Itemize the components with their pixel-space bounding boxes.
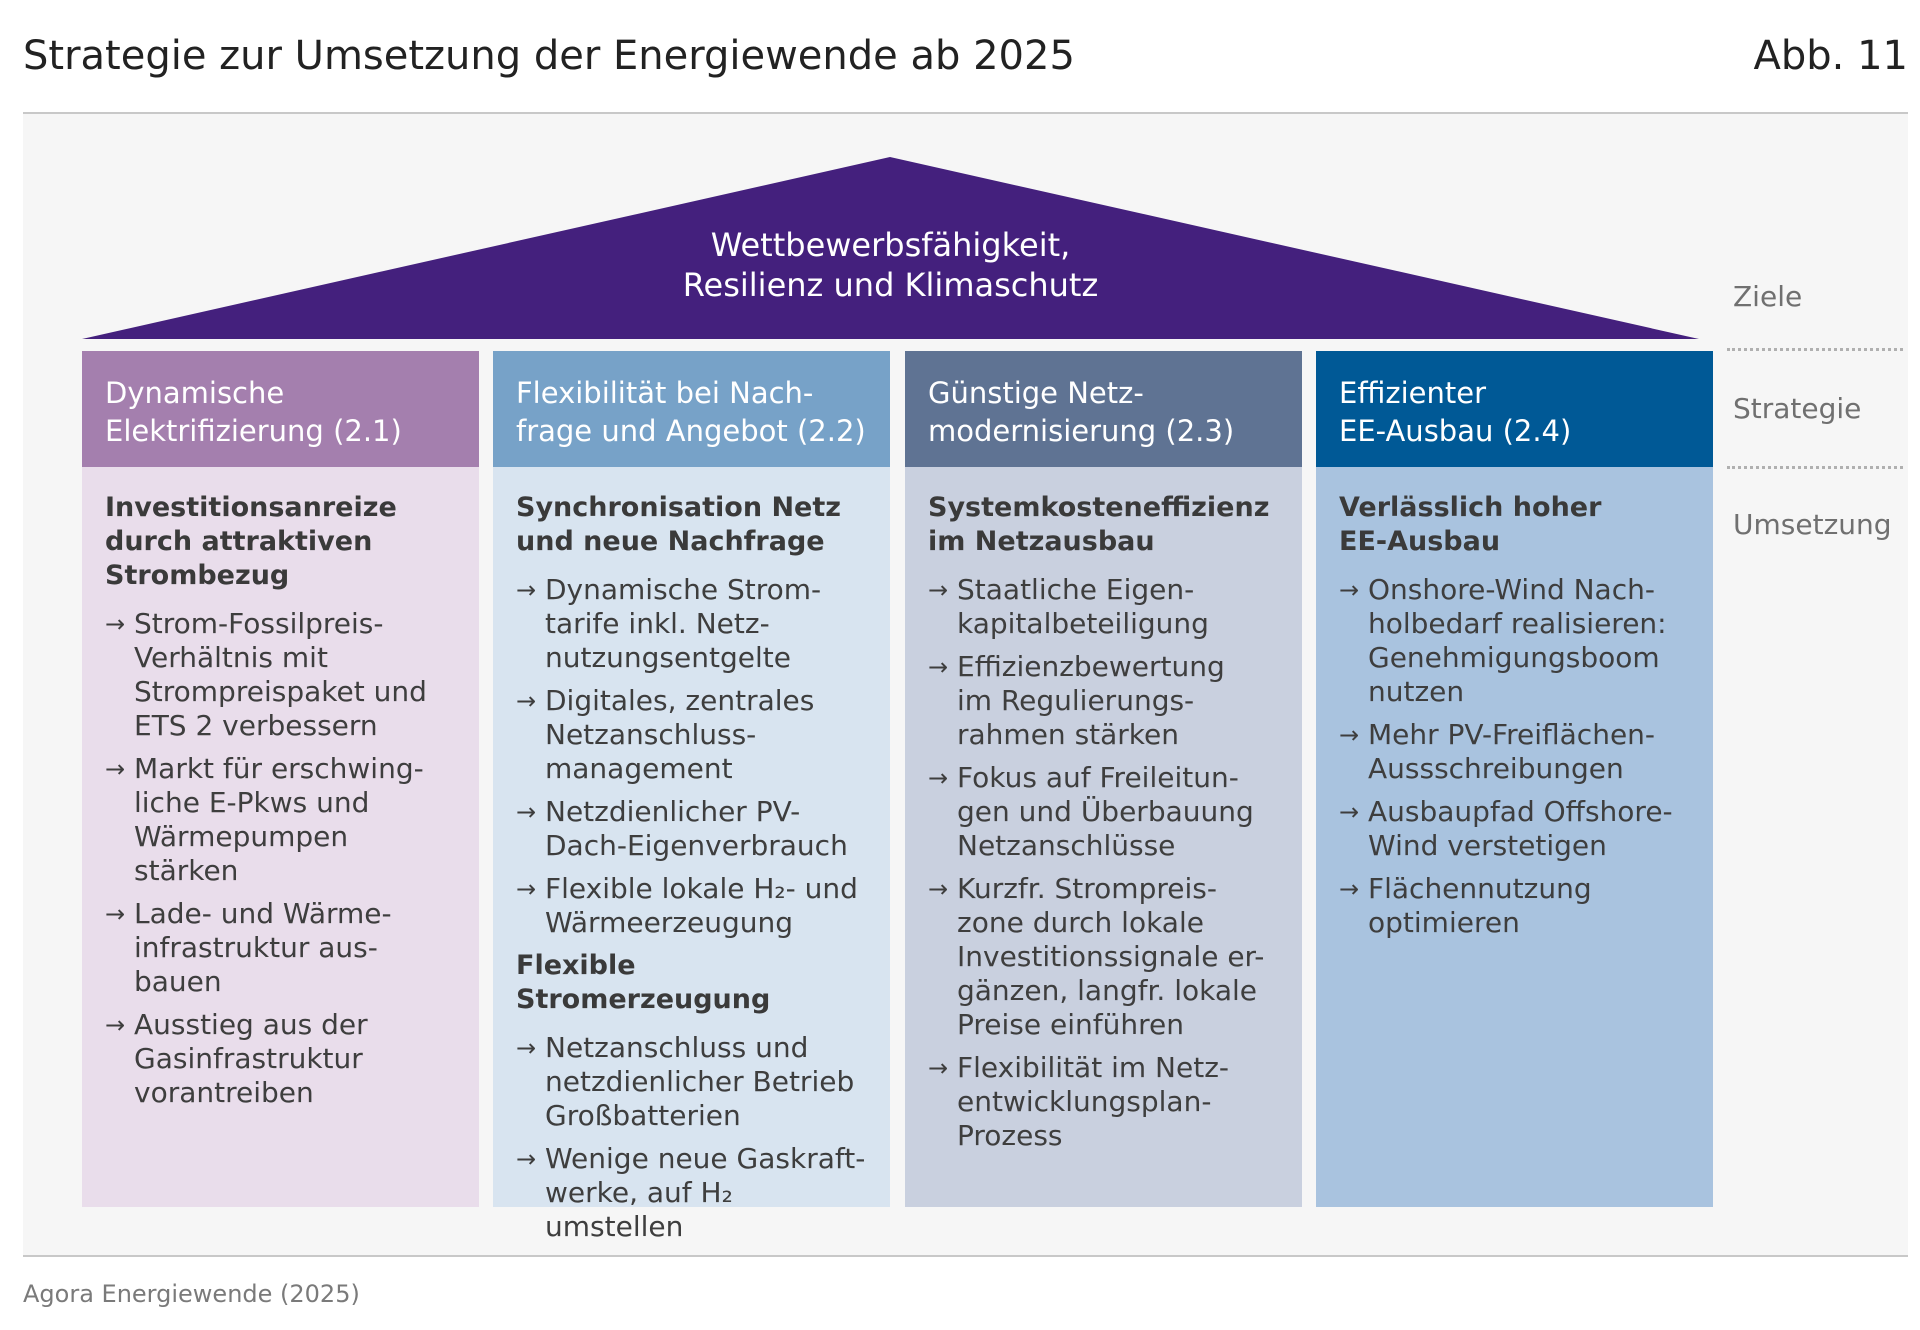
pillar-subheading: Systemkosteneffizienz im Netzausbau <box>928 492 1270 557</box>
pillar-body <box>493 467 890 1243</box>
list-item-text: Digitales, zentrales Netzanschluss- management <box>545 684 815 785</box>
arrow-icon: → <box>516 798 537 826</box>
arrow-icon: → <box>1339 875 1360 903</box>
measure-list <box>516 573 872 940</box>
list-item-text: Effizienzbewertung im Regulierungs- rahmen stärken <box>957 650 1225 751</box>
pillar-body <box>1316 467 1713 1207</box>
arrow-icon: → <box>928 875 949 903</box>
arrow-icon: → <box>516 1034 537 1062</box>
list-item-text: Flexibilität im Netz- entwicklungsplan- Prozess <box>957 1051 1230 1152</box>
pillar-body <box>82 467 479 1207</box>
list-item-text: Markt für erschwing- liche E-Pkws und Wärmepumpen stärken <box>134 752 424 887</box>
arrow-icon: → <box>516 687 537 715</box>
list-item-text: Staatliche Eigen- kapitalbeteiligung <box>957 573 1209 640</box>
list-item <box>928 573 1284 641</box>
list-item <box>1339 573 1695 709</box>
list-item-text: Onshore-Wind Nach- holbedarf realisieren: Genehmigungsboom nutzen <box>1368 573 1667 708</box>
arrow-icon: → <box>928 764 949 792</box>
list-item-text: Ausstieg aus der Gasinfrastruktur vorantreiben <box>134 1008 368 1109</box>
list-item <box>105 607 461 743</box>
list-item-text: Flexible lokale H₂- und Wärmeerzeugung <box>545 872 858 939</box>
pillar-heading: Günstige Netz- modernisierung (2.3) <box>905 351 1302 467</box>
pillar-subheading: Verlässlich hoher EE-Ausbau <box>1339 492 1602 557</box>
list-item <box>105 752 461 888</box>
pillar-subheading: Flexible Stromerzeugung <box>516 950 771 1015</box>
arrow-icon: → <box>1339 721 1360 749</box>
pillar-subheading: Investitionsanreize durch attraktiven Strombezug <box>105 492 397 591</box>
list-item <box>928 872 1284 1042</box>
pillar-subheading: Synchronisation Netz und neue Nachfrage <box>516 492 841 557</box>
list-item-text: Wenige neue Gaskraft- werke, auf H₂ umstellen <box>545 1142 866 1243</box>
list-item <box>928 650 1284 752</box>
list-item <box>1339 872 1695 940</box>
arrow-icon: → <box>928 1054 949 1082</box>
list-item-text: Flächennutzung optimieren <box>1368 872 1592 939</box>
list-item <box>516 1142 872 1244</box>
list-item-text: Netzanschluss und netzdienlicher Betrieb Großbatterien <box>545 1031 855 1132</box>
measure-list <box>928 573 1284 1153</box>
list-item-text: Kurzfr. Strompreis- zone durch lokale Investitionssignale er- gänzen, langfr. lokale Preise einführen <box>957 872 1265 1041</box>
list-item <box>516 684 872 786</box>
list-item <box>1339 795 1695 863</box>
list-item <box>1339 718 1695 786</box>
list-item <box>516 573 872 675</box>
goal-text: Wettbewerbsfähigkeit, Resilienz und Klimaschutz <box>682 226 1099 304</box>
side-label-strategy: Strategie <box>1733 392 1862 425</box>
arrow-icon: → <box>1339 798 1360 826</box>
list-item <box>105 1008 461 1110</box>
measure-list <box>516 1031 872 1244</box>
arrow-icon: → <box>928 653 949 681</box>
list-item-text: Lade- und Wärme- infrastruktur aus- bauen <box>134 897 392 998</box>
pillar-column <box>905 351 1302 1207</box>
arrow-icon: → <box>928 576 949 604</box>
list-item-text: Fokus auf Freileitun- gen und Überbauung Netzanschlüsse <box>957 761 1254 862</box>
arrow-icon: → <box>105 755 126 783</box>
arrow-icon: → <box>1339 576 1360 604</box>
list-item-text: Netzdienlicher PV- Dach-Eigenverbrauch <box>545 795 848 862</box>
dotted-separator <box>1727 348 1903 351</box>
list-item-text: Ausbaupfad Offshore- Wind verstetigen <box>1368 795 1673 862</box>
side-label-goals: Ziele <box>1733 280 1803 313</box>
list-item <box>516 1031 872 1133</box>
list-item-text: Strom-Fossilpreis- Verhältnis mit Strompreispaket und ETS 2 verbessern <box>134 607 427 742</box>
pillar-column <box>493 351 890 1243</box>
side-label-implementation: Umsetzung <box>1733 508 1892 541</box>
figure-title: Strategie zur Umsetzung der Energiewende ab 2025 <box>23 33 1075 79</box>
arrow-icon: → <box>105 1011 126 1039</box>
pillar-column <box>82 351 479 1207</box>
arrow-icon: → <box>516 875 537 903</box>
arrow-icon: → <box>105 610 126 638</box>
arrow-icon: → <box>516 1145 537 1173</box>
list-item <box>928 1051 1284 1153</box>
figure-number: Abb. 11 <box>1753 33 1908 79</box>
list-item <box>516 795 872 863</box>
source-note: Agora Energiewende (2025) <box>23 1280 360 1308</box>
pillar-heading: Flexibilität bei Nach- frage und Angebot (2.2) <box>493 351 890 467</box>
bottom-divider <box>23 1255 1908 1257</box>
list-item <box>105 897 461 999</box>
pillar-column <box>1316 351 1713 1207</box>
list-item <box>516 872 872 940</box>
arrow-icon: → <box>105 900 126 928</box>
arrow-icon: → <box>516 576 537 604</box>
pillar-heading: Effizienter EE-Ausbau (2.4) <box>1316 351 1713 467</box>
dotted-separator <box>1727 466 1903 469</box>
pillar-body <box>905 467 1302 1207</box>
list-item-text: Mehr PV-Freiflächen- Aussschreibungen <box>1368 718 1656 785</box>
measure-list <box>1339 573 1695 940</box>
measure-list <box>105 607 461 1110</box>
pillar-heading: Dynamische Elektrifizierung (2.1) <box>82 351 479 467</box>
list-item <box>928 761 1284 863</box>
list-item-text: Dynamische Strom- tarife inkl. Netz- nutzungsentgelte <box>545 573 822 674</box>
